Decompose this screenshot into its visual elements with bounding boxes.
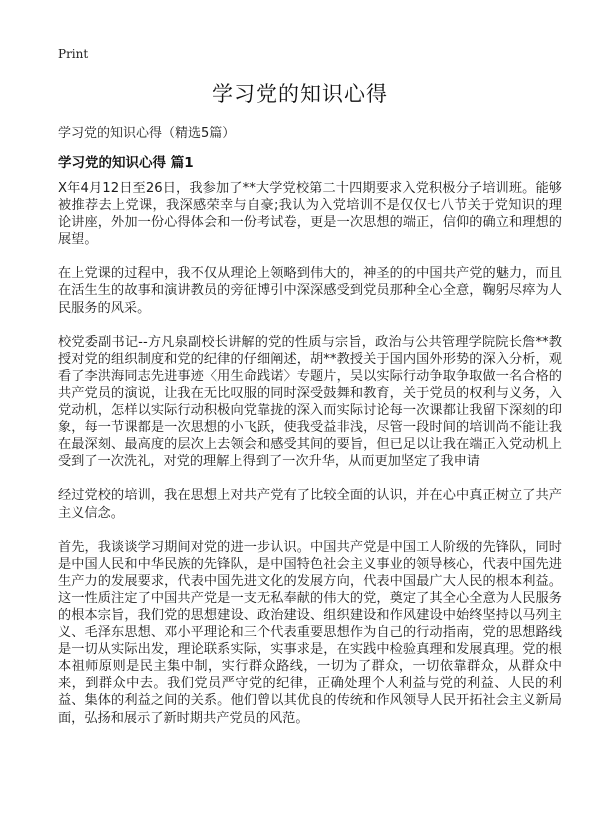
document-subtitle: 学习党的知识心得（精选5篇） — [58, 126, 236, 141]
paragraph-3: 校党委副书记--方凡泉副校长讲解的党的性质与宗旨，政治与公共管理学院院长詹**教授对党的组织制度和党的纪律的仔细阐述，胡**教授关于国内国外形势的深入分析，观看了李洪海同志先进事迹〈用生命践诺〉专题片，吴以实际行动争取争取做一名合格的共产党员的演说，让我在无比叹服的同时深受鼓舞和教育，关于党员的权利与义务，入党动机，怎样以实际行动积极向党靠拢的深入而实际讨论每一次课都让我留下深刻的印象，每一节课都是一次思想的小飞跃，使我受益非浅，尽管一段时间的培训尚不能让我在最深刻、最高度的层次上去领会和感受其间的要旨，但已足以让我在端正入党动机上受到了一次洗礼，对党的理解上得到了一次升华，从而更加坚定了我申请 — [58, 334, 562, 470]
page-title: 学习党的知识心得 — [212, 82, 388, 106]
print-link[interactable]: Print — [58, 47, 89, 61]
paragraph-4: 经过党校的培训，我在思想上对共产党有了比较全面的认识，并在心中真正树立了共产主义信念。 — [58, 488, 562, 521]
section-heading: 学习党的知识心得 篇1 — [58, 155, 194, 171]
paragraph-5: 首先，我谈谈学习期间对党的进一步认识。中国共产党是中国工人阶级的先锋队，同时是中国人民和中华民族的先锋队，是中国特色社会主义事业的领导核心，代表中国先进生产力的发展要求，代表中国先进文化的发展方向，代表中国最广大人民的根本利益。这一性质注定了中国共产党是一支无私奉献的伟大的党，奠定了其全心全意为人民服务的根本宗旨，我们党的思想建设、政治建设、组织建设和作风建设中始终坚持以马列主义、毛泽东思想、邓小平理论和三个代表重要思想作为自己的行动指南，党的思想路线是一切从实际出发，理论联系实际，实事求是，在实践中检验真理和发展真理。党的根本祖师原则是民主集中制，实行群众路线，一切为了群众，一切依靠群众，从群众中来，到群众中去。我们党员严守党的纪律，正确处理个人利益与党的利益、人民的利益、集体的利益之间的关系。他们曾以其优良的传统和作风领导人民开拓社会主义新局面，弘扬和展示了新时期共产党员的风范。 — [58, 539, 562, 726]
article-body — [58, 180, 562, 744]
paragraph-2: 在上党课的过程中，我不仅从理论上领略到伟大的，神圣的的中国共产党的魅力，而且在活生生的故事和演讲教员的旁征博引中深深感受到党员那种全心全意，鞠躬尽瘁为人民服务的风采。 — [58, 266, 562, 316]
paragraph-1: X年4月12日至26日，我参加了**大学党校第二十四期要求入党积极分子培训班。能够被推荐去上党课，我深感荣幸与自豪;我认为入党培训不是仅仅七八节关于党知识的理论讲座，外加一份心得体会和一份考试卷，更是一次思想的端正，信仰的确立和理想的展望。 — [58, 181, 562, 248]
